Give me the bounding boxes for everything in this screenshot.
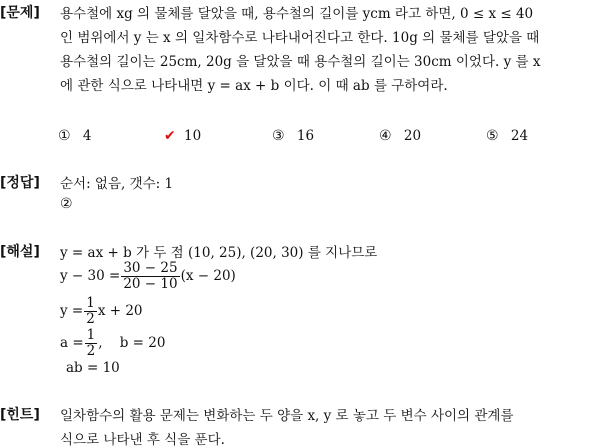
option-1-mark: ①: [58, 128, 71, 144]
option-5[interactable]: [486, 128, 528, 144]
hint-line-1: 일차함수의 활용 문제는 변화하는 두 양을 x, y 로 놓고 두 변수 사이의 관계를: [60, 408, 514, 424]
eq1-left: y − 30 =: [60, 268, 121, 284]
solution-eq-1: [60, 258, 236, 294]
option-5-mark: ⑤: [486, 128, 499, 144]
eq1-right: (x − 20): [180, 268, 236, 284]
solution-tag: [해설]: [0, 244, 40, 260]
option-1[interactable]: [58, 128, 91, 144]
option-4-value: 20: [403, 128, 422, 144]
eq1-denominator: 20 − 10: [123, 275, 178, 292]
problem-line-4: 에 관한 식으로 나타내면 y = ax + b 이다. 이 때 ab 를 구하여라.: [60, 78, 448, 94]
checkmark-icon: ✔: [164, 128, 176, 144]
solution-line-1: y = ax + b 가 두 점 (10, 25), (20, 30) 를 지나므로: [60, 245, 378, 261]
answer-choice: ②: [60, 196, 73, 212]
eq3-right: , b = 20: [98, 335, 166, 351]
option-4[interactable]: [379, 128, 421, 144]
eq3-denominator: 2: [86, 342, 96, 359]
option-2[interactable]: [164, 128, 201, 144]
answer-tag: [정답]: [0, 175, 40, 191]
eq1-fraction: [121, 261, 179, 292]
eq2-left: y =: [60, 303, 84, 319]
option-3[interactable]: [272, 128, 314, 144]
eq2-right: x + 20: [97, 303, 143, 319]
eq1-numerator: 30 − 25: [123, 259, 178, 276]
solution-eq-3: [60, 325, 165, 361]
solution-eq-4: ab = 10: [66, 360, 120, 376]
problem-line-2: 인 범위에서 y 는 x 의 일차함수로 나타내어진다고 한다. 10g 의 물체를 달았을 때: [60, 30, 540, 46]
problem-tag: [문제]: [0, 5, 40, 21]
eq3-fraction: [85, 328, 98, 359]
hint-tag: [힌트]: [0, 407, 40, 423]
eq2-fraction: [84, 296, 97, 327]
eq2-numerator: 1: [86, 294, 95, 311]
hint-line-2: 식으로 나타낸 후 식을 푼다.: [60, 432, 225, 448]
answer-line-1: 순서: 없음, 갯수: 1: [60, 176, 174, 192]
problem-line-1: 용수철에 xg 의 물체를 달았을 때, 용수철의 길이를 ycm 라고 하면, 0 ≤ x ≤ 40: [60, 6, 534, 22]
option-1-value: 4: [82, 128, 92, 144]
option-2-value: 10: [184, 128, 202, 144]
solution-eq-2: [60, 293, 143, 329]
option-5-value: 24: [510, 128, 529, 144]
option-4-mark: ④: [379, 128, 392, 144]
eq3-numerator: 1: [86, 326, 96, 343]
option-3-mark: ③: [272, 128, 285, 144]
option-3-value: 16: [296, 128, 315, 144]
problem-line-3: 용수철의 길이는 25cm, 20g 을 달았을 때 용수철의 길이는 30cm 이었다. y 를 x: [60, 54, 541, 70]
eq2-denominator: 2: [86, 310, 95, 327]
eq3-left: a =: [60, 335, 84, 351]
